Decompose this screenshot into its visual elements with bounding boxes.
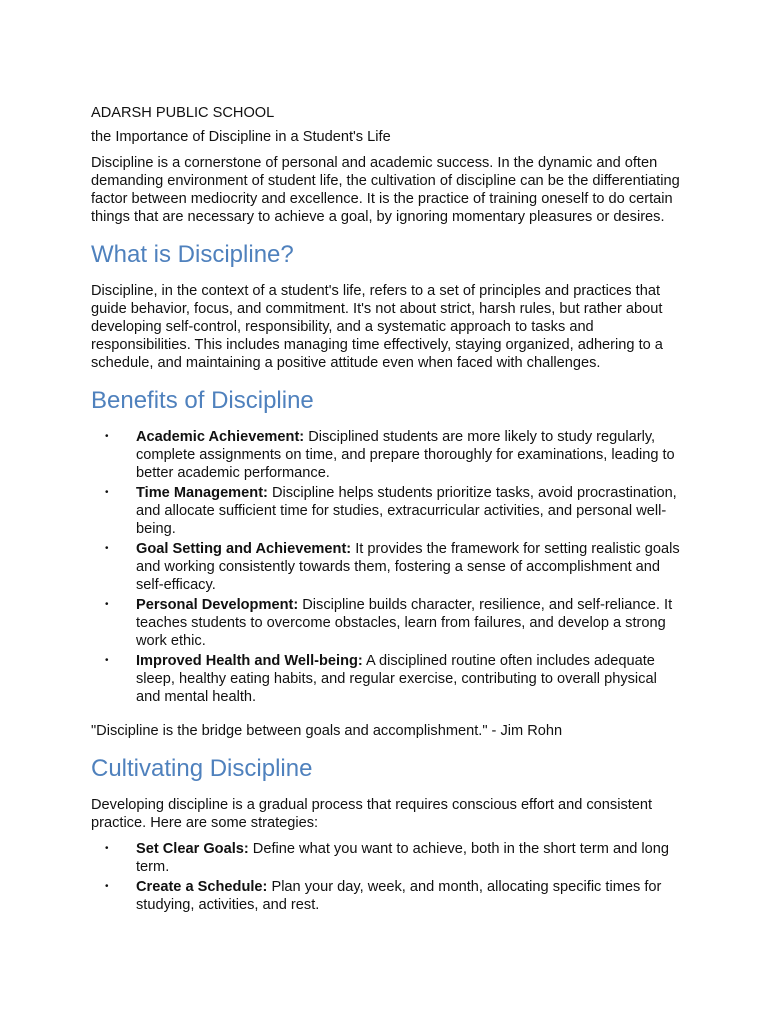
bullet-icon: • bbox=[105, 487, 109, 498]
discipline-quote: "Discipline is the bridge between goals and accomplishment." - Jim Rohn bbox=[91, 723, 563, 739]
bullet-icon: • bbox=[105, 599, 109, 610]
benefits-list bbox=[91, 428, 685, 706]
bullet-icon: • bbox=[105, 881, 109, 892]
what-is-discipline-heading: What is Discipline? bbox=[91, 241, 294, 268]
document-page bbox=[91, 104, 685, 924]
bullet-icon: • bbox=[105, 655, 109, 666]
bullet-icon: • bbox=[105, 843, 109, 854]
list-item-term: Set Clear Goals: bbox=[136, 841, 249, 857]
list-item bbox=[91, 840, 685, 876]
bullet-icon: • bbox=[105, 543, 109, 554]
list-item-text: A disciplined routine often includes adequate sleep, healthy eating habits, and regular exercise, contributing to overall physical and mental health. bbox=[136, 653, 657, 705]
list-item-text: Plan your day, week, and month, allocating specific times for studying, activities, and rest. bbox=[136, 879, 662, 913]
list-item-term: Improved Health and Well-being: bbox=[136, 653, 363, 669]
cultivating-discipline-paragraph: Developing discipline is a gradual process that requires conscious effort and consistent practice. Here are some strategies: bbox=[91, 797, 653, 831]
strategies-list bbox=[91, 840, 685, 914]
list-item-term: Create a Schedule: bbox=[136, 879, 268, 895]
list-item bbox=[91, 596, 685, 650]
list-item-term: Goal Setting and Achievement: bbox=[136, 541, 352, 557]
list-item-text: Disciplined students are more likely to study regularly, complete assignments on time, and prepare thoroughly for examinations, leading to better academic performance. bbox=[136, 429, 675, 481]
list-item-term: Academic Achievement: bbox=[136, 429, 305, 445]
school-name: ADARSH PUBLIC SCHOOL bbox=[91, 105, 275, 121]
intro-paragraph: Discipline is a cornerstone of personal and academic success. In the dynamic and often demanding environment of student life, the cultivation of discipline can be the differentiating factor between mediocrity and excellence. It is the practice of training oneself to do certain things that are necessary to achieve a goal, by ignoring momentary pleasures or desires. bbox=[91, 155, 680, 225]
cultivating-discipline-heading: Cultivating Discipline bbox=[91, 755, 313, 782]
list-item-term: Time Management: bbox=[136, 485, 268, 501]
bullet-icon: • bbox=[105, 431, 109, 442]
list-item-text: Define what you want to achieve, both in the short term and long term. bbox=[136, 841, 669, 875]
benefits-heading: Benefits of Discipline bbox=[91, 387, 314, 414]
what-is-discipline-paragraph: Discipline, in the context of a student's life, refers to a set of principles and practices that guide behavior, focus, and commitment. It's not about strict, harsh rules, but rather about developing self-control, responsibility, and a systematic approach to tasks and responsibilities. This includes managing time effectively, staying organized, adhering to a schedule, and maintaining a positive attitude even when faced with challenges. bbox=[91, 283, 663, 371]
list-item bbox=[91, 428, 685, 482]
list-item bbox=[91, 484, 685, 538]
list-item-text: Discipline builds character, resilience, and self-reliance. It teaches students to overcome obstacles, learn from failures, and develop a strong work ethic. bbox=[136, 597, 673, 649]
list-item-term: Personal Development: bbox=[136, 597, 299, 613]
list-item bbox=[91, 652, 685, 706]
list-item bbox=[91, 878, 685, 914]
document-subtitle: the Importance of Discipline in a Student's Life bbox=[91, 129, 391, 145]
list-item bbox=[91, 540, 685, 594]
list-item-text: It provides the framework for setting realistic goals and working consistently towards them, fostering a sense of accomplishment and self-efficacy. bbox=[136, 541, 680, 593]
list-item-text: Discipline helps students prioritize tasks, avoid procrastination, and allocate sufficient time for studies, extracurricular activities, and personal well-being. bbox=[136, 485, 677, 537]
